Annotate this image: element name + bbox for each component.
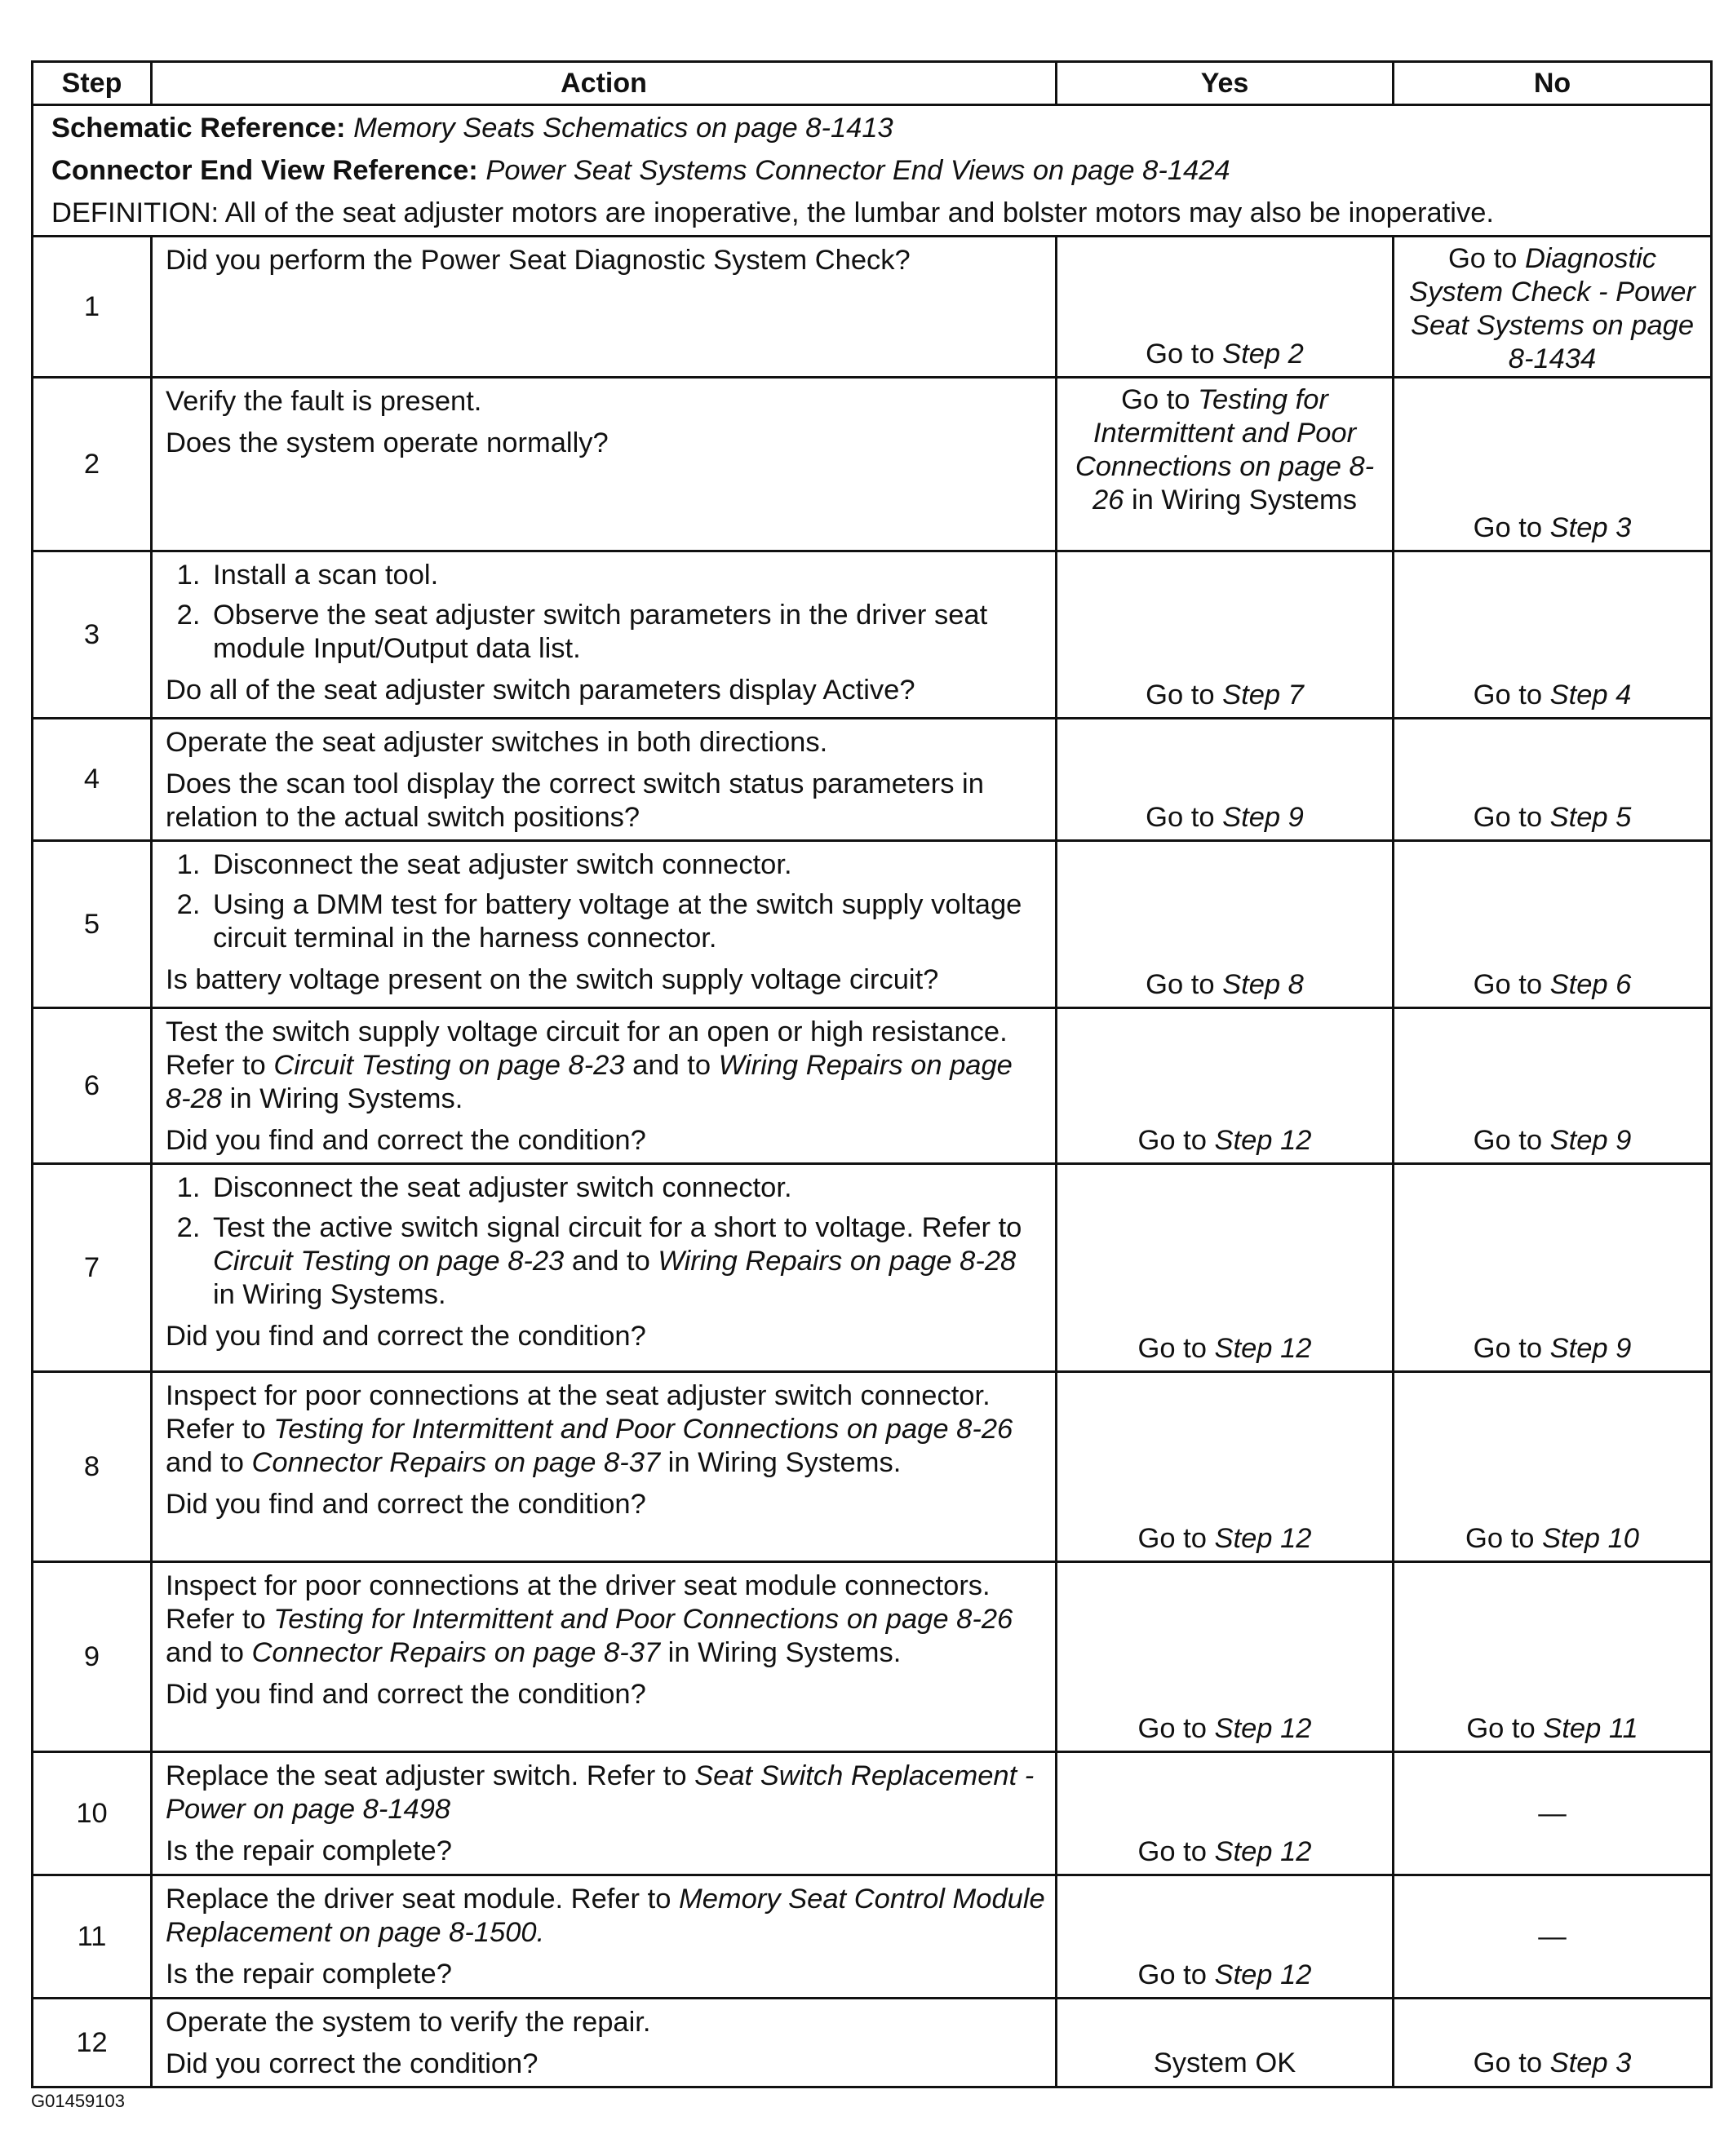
list-item: 2. Observe the seat adjuster switch parameters in the driver seat module Input/Output data list. bbox=[208, 599, 1045, 666]
action-text: Verify the fault is present. bbox=[166, 386, 482, 417]
step-number: 12 bbox=[33, 1999, 152, 2087]
yes-cell bbox=[1057, 1562, 1394, 1752]
step-number: 5 bbox=[33, 841, 152, 1008]
action-cell bbox=[152, 719, 1057, 841]
testing-intermittent-reference: Testing for Intermittent and Poor Connections on page 8-26 bbox=[273, 1414, 1013, 1445]
wiring-repairs-reference: Wiring Repairs on page 8-28 bbox=[166, 1050, 1013, 1114]
schematic-value: Memory Seats Schematics on page 8-1413 bbox=[353, 113, 893, 144]
diagnostic-table bbox=[31, 60, 1713, 2088]
yes-cell bbox=[1057, 1008, 1394, 1164]
action-text-part: and to bbox=[166, 1637, 252, 1668]
action-text-part: in Wiring Systems. bbox=[660, 1637, 902, 1668]
list-item: 2. Using a DMM test for battery voltage at the switch supply voltage circuit terminal in the harness connector. bbox=[208, 888, 1045, 955]
no-prefix: Go to bbox=[1465, 1523, 1543, 1554]
action-cell bbox=[152, 237, 1057, 378]
no-cell bbox=[1394, 1562, 1712, 1752]
action-text-part: and to bbox=[624, 1050, 719, 1081]
action-question: Did you find and correct the condition? bbox=[166, 1125, 646, 1156]
yes-cell bbox=[1057, 719, 1394, 841]
no-cell bbox=[1394, 841, 1712, 1008]
yes-cell bbox=[1057, 1752, 1394, 1875]
no-cell bbox=[1394, 1875, 1712, 1999]
no-dash: — bbox=[1538, 1920, 1567, 1952]
yes-cell bbox=[1057, 1999, 1394, 2087]
no-cell bbox=[1394, 1752, 1712, 1875]
list-item: 1. Install a scan tool. bbox=[208, 559, 1045, 592]
action-question: Is the repair complete? bbox=[166, 1959, 452, 1990]
list-item bbox=[208, 1211, 1045, 1312]
yes-cell bbox=[1057, 1372, 1394, 1562]
definition-text: DEFINITION: All of the seat adjuster motors are inoperative, the lumbar and bolster motors may also be inoperative. bbox=[51, 197, 1494, 228]
header-step: Step bbox=[33, 62, 152, 105]
no-reference: Diagnostic System Check - Power Seat Systems on page 8-1434 bbox=[1409, 243, 1695, 374]
yes-prefix: Go to bbox=[1137, 1959, 1215, 1990]
action-question: Did you perform the Power Seat Diagnostic System Check? bbox=[166, 245, 911, 276]
step-number: 7 bbox=[33, 1164, 152, 1372]
action-text bbox=[166, 1379, 1045, 1480]
yes-cell bbox=[1057, 1164, 1394, 1372]
action-question: Do all of the seat adjuster switch parameters display Active? bbox=[166, 675, 915, 706]
action-cell bbox=[152, 551, 1057, 719]
no-prefix: Go to bbox=[1473, 969, 1550, 1000]
no-cell bbox=[1394, 1008, 1712, 1164]
step-number: 4 bbox=[33, 719, 152, 841]
action-text-part: in Wiring Systems. bbox=[660, 1447, 902, 1478]
no-dash: — bbox=[1538, 1797, 1567, 1829]
action-text-part: Inspect for poor connections at the seat adjuster switch connector. Refer to bbox=[166, 1380, 991, 1445]
action-cell bbox=[152, 1875, 1057, 1999]
action-question: Does the scan tool display the correct switch status parameters in relation to the actual switch positions? bbox=[166, 768, 984, 833]
action-question: Did you find and correct the condition? bbox=[166, 1679, 646, 1710]
action-cell bbox=[152, 1752, 1057, 1875]
yes-prefix: Go to bbox=[1137, 1523, 1215, 1554]
table-row bbox=[33, 551, 1712, 719]
no-prefix: Go to bbox=[1473, 802, 1550, 833]
step-number: 3 bbox=[33, 551, 152, 719]
module-replacement-reference: Memory Seat Control Module Replacement on page 8-1500. bbox=[166, 1884, 1045, 1948]
system-ok-text: System OK bbox=[1153, 2048, 1296, 2079]
table-row bbox=[33, 1372, 1712, 1562]
no-step-link: Step 6 bbox=[1549, 969, 1632, 1000]
no-cell bbox=[1394, 237, 1712, 378]
table-row bbox=[33, 1752, 1712, 1875]
connector-repairs-reference: Connector Repairs on page 8-37 bbox=[251, 1447, 661, 1478]
yes-step-link: Step 9 bbox=[1222, 802, 1304, 833]
header-no: No bbox=[1394, 62, 1712, 105]
no-prefix: Go to bbox=[1473, 1125, 1550, 1156]
yes-step-link: Step 12 bbox=[1214, 1523, 1312, 1554]
action-cell bbox=[152, 1999, 1057, 2087]
no-prefix: Go to bbox=[1447, 243, 1525, 274]
action-question: Did you correct the condition? bbox=[166, 2048, 539, 2079]
action-text-part: Inspect for poor connections at the driver seat module connectors. Refer to bbox=[166, 1570, 991, 1635]
action-cell bbox=[152, 1372, 1057, 1562]
action-cell bbox=[152, 1164, 1057, 1372]
yes-prefix: Go to bbox=[1137, 1333, 1215, 1364]
header-action: Action bbox=[152, 62, 1057, 105]
action-text bbox=[166, 1760, 1045, 1826]
action-text bbox=[166, 1016, 1045, 1116]
step-number: 10 bbox=[33, 1752, 152, 1875]
action-text-part: and to bbox=[564, 1246, 658, 1277]
no-step-link: Step 10 bbox=[1542, 1523, 1639, 1554]
action-list bbox=[166, 848, 1045, 955]
figure-code: G01459103 bbox=[31, 2091, 125, 2111]
no-cell bbox=[1394, 1999, 1712, 2087]
yes-prefix: Go to bbox=[1137, 1836, 1215, 1867]
action-question: Is the repair complete? bbox=[166, 1835, 452, 1866]
no-step-link: Step 11 bbox=[1543, 1713, 1638, 1744]
action-question: Does the system operate normally? bbox=[166, 427, 609, 458]
action-question: Is battery voltage present on the switch supply voltage circuit? bbox=[166, 964, 939, 995]
reference-cell bbox=[33, 105, 1712, 237]
step-number: 11 bbox=[33, 1875, 152, 1999]
no-cell bbox=[1394, 1372, 1712, 1562]
yes-cell bbox=[1057, 378, 1394, 551]
action-cell bbox=[152, 1008, 1057, 1164]
table-row bbox=[33, 378, 1712, 551]
no-cell bbox=[1394, 378, 1712, 551]
reference-row bbox=[33, 105, 1712, 237]
wiring-repairs-reference: Wiring Repairs on page 8-28 bbox=[658, 1246, 1017, 1277]
schematic-reference bbox=[51, 111, 1692, 145]
yes-cell bbox=[1057, 237, 1394, 378]
header-row bbox=[33, 62, 1712, 105]
action-text-part: Test the switch supply voltage circuit for an open or high resistance. Refer to bbox=[166, 1016, 1008, 1081]
yes-step-link: Step 12 bbox=[1214, 1836, 1312, 1867]
yes-step-link: Step 2 bbox=[1222, 339, 1304, 370]
action-text-part: Test the active switch signal circuit for a short to voltage. Refer to bbox=[213, 1212, 1022, 1243]
no-prefix: Go to bbox=[1473, 2048, 1550, 2079]
connector-value: Power Seat Systems Connector End Views on page 8-1424 bbox=[485, 155, 1230, 186]
circuit-testing-reference: Circuit Testing on page 8-23 bbox=[273, 1050, 625, 1081]
table-row bbox=[33, 1999, 1712, 2087]
action-question: Did you find and correct the condition? bbox=[166, 1321, 646, 1352]
yes-prefix: Go to bbox=[1137, 1125, 1215, 1156]
yes-cell bbox=[1057, 1875, 1394, 1999]
action-text-part: Replace the seat adjuster switch. Refer to bbox=[166, 1760, 695, 1791]
no-prefix: Go to bbox=[1466, 1713, 1544, 1744]
yes-step-link: Step 12 bbox=[1214, 1333, 1312, 1364]
circuit-testing-reference: Circuit Testing on page 8-23 bbox=[213, 1246, 565, 1277]
seat-switch-replacement-reference: Seat Switch Replacement - Power on page 8-1498 bbox=[166, 1760, 1035, 1825]
yes-prefix: Go to bbox=[1121, 384, 1199, 415]
table-row bbox=[33, 1562, 1712, 1752]
yes-prefix: Go to bbox=[1146, 802, 1223, 833]
yes-cell bbox=[1057, 841, 1394, 1008]
table-row bbox=[33, 719, 1712, 841]
list-item: 1. Disconnect the seat adjuster switch connector. bbox=[208, 848, 1045, 882]
table-row bbox=[33, 841, 1712, 1008]
step-number: 2 bbox=[33, 378, 152, 551]
step-number: 6 bbox=[33, 1008, 152, 1164]
no-cell bbox=[1394, 1164, 1712, 1372]
yes-prefix: Go to bbox=[1146, 680, 1223, 711]
yes-prefix: Go to bbox=[1146, 969, 1223, 1000]
connector-repairs-reference: Connector Repairs on page 8-37 bbox=[251, 1637, 661, 1668]
no-step-link: Step 9 bbox=[1549, 1333, 1632, 1364]
action-text-part: Replace the driver seat module. Refer to bbox=[166, 1884, 679, 1915]
action-list bbox=[166, 559, 1045, 666]
yes-step-link: Step 12 bbox=[1214, 1125, 1312, 1156]
list-item: 1. Disconnect the seat adjuster switch connector. bbox=[208, 1171, 1045, 1205]
action-cell bbox=[152, 378, 1057, 551]
action-text-part: in Wiring Systems. bbox=[222, 1083, 463, 1114]
action-text: Operate the seat adjuster switches in both directions. bbox=[166, 727, 828, 758]
step-number: 9 bbox=[33, 1562, 152, 1752]
no-prefix: Go to bbox=[1473, 512, 1550, 543]
header-yes: Yes bbox=[1057, 62, 1394, 105]
no-step-link: Step 3 bbox=[1549, 512, 1632, 543]
table-row bbox=[33, 1008, 1712, 1164]
yes-prefix: Go to bbox=[1137, 1713, 1215, 1744]
yes-step-link: Step 7 bbox=[1222, 680, 1304, 711]
yes-step-link: Step 12 bbox=[1214, 1713, 1312, 1744]
yes-cell bbox=[1057, 551, 1394, 719]
step-number: 8 bbox=[33, 1372, 152, 1562]
table-row bbox=[33, 1164, 1712, 1372]
action-list bbox=[166, 1171, 1045, 1312]
action-question: Did you find and correct the condition? bbox=[166, 1489, 646, 1520]
action-cell bbox=[152, 1562, 1057, 1752]
connector-reference bbox=[51, 153, 1692, 188]
testing-intermittent-reference: Testing for Intermittent and Poor Connections on page 8-26 bbox=[273, 1604, 1013, 1635]
yes-reference: Testing for Intermittent and Poor Connections on page 8-26 bbox=[1075, 384, 1375, 516]
no-prefix: Go to bbox=[1473, 680, 1550, 711]
no-step-link: Step 9 bbox=[1549, 1125, 1632, 1156]
no-step-link: Step 3 bbox=[1549, 2048, 1632, 2079]
table-row bbox=[33, 237, 1712, 378]
yes-step-link: Step 8 bbox=[1222, 969, 1304, 1000]
table-row bbox=[33, 1875, 1712, 1999]
no-step-link: Step 5 bbox=[1549, 802, 1632, 833]
no-cell bbox=[1394, 719, 1712, 841]
yes-step-link: Step 12 bbox=[1214, 1959, 1312, 1990]
no-cell bbox=[1394, 551, 1712, 719]
connector-label: Connector End View Reference: bbox=[51, 155, 478, 186]
yes-prefix: Go to bbox=[1146, 339, 1223, 370]
action-text: Operate the system to verify the repair. bbox=[166, 2007, 651, 2038]
action-text bbox=[166, 1883, 1045, 1950]
action-text-part: in Wiring Systems. bbox=[213, 1279, 446, 1310]
action-text-part: and to bbox=[166, 1447, 252, 1478]
yes-suffix: in Wiring Systems bbox=[1124, 485, 1357, 516]
action-text bbox=[166, 1569, 1045, 1670]
no-prefix: Go to bbox=[1473, 1333, 1550, 1364]
action-cell bbox=[152, 841, 1057, 1008]
step-number: 1 bbox=[33, 237, 152, 378]
schematic-label: Schematic Reference: bbox=[51, 113, 346, 144]
no-step-link: Step 4 bbox=[1549, 680, 1632, 711]
